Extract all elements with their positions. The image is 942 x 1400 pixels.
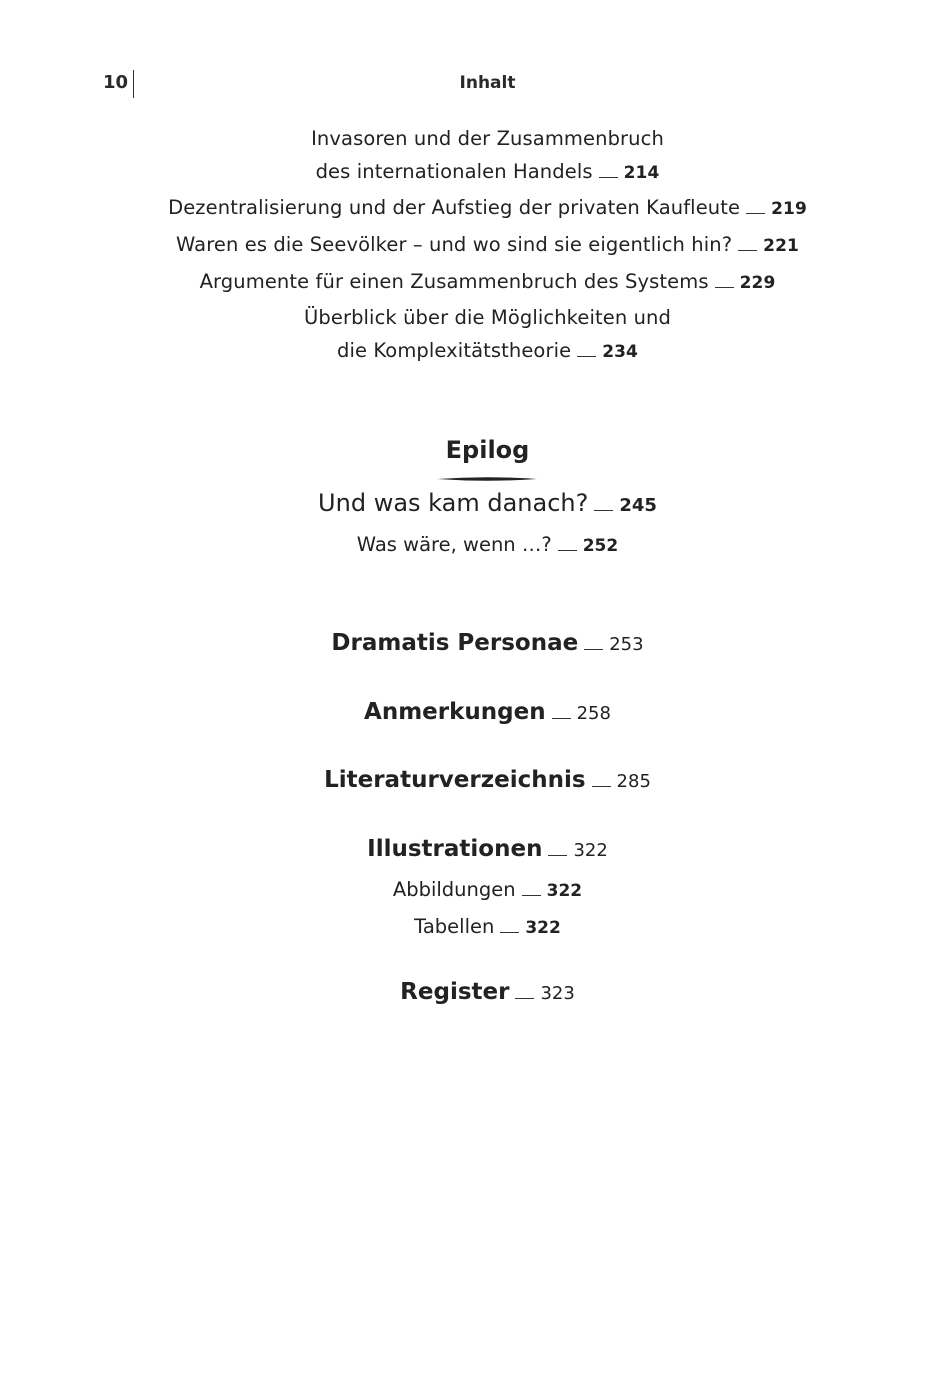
leader-dash xyxy=(715,287,734,289)
toc-page-number: 322 xyxy=(546,881,583,901)
section-heading-epilog: Epilog xyxy=(445,436,530,464)
toc-entry-label: Illustrationen xyxy=(367,836,543,862)
toc-entry-anmerkungen xyxy=(0,699,942,725)
toc-entry-5: Überblick über die Möglichkeiten und die Komplexitätstheorie 234 xyxy=(0,301,942,369)
toc-entry-label: Dramatis Personae xyxy=(331,630,579,656)
leader-dash xyxy=(599,177,618,179)
toc-entry-label: Abbildungen xyxy=(392,878,516,901)
toc-entry-label: Und was kam danach? xyxy=(318,489,589,517)
leader-dash xyxy=(738,250,757,252)
leader-dash xyxy=(552,718,571,720)
toc-page-number: 322 xyxy=(573,840,608,861)
toc-entry-line: des internationalen Handels 214 xyxy=(315,160,660,183)
toc-subentry-tabellen xyxy=(0,915,942,938)
toc-subentry-abbildungen xyxy=(0,878,942,901)
toc-entry-label: Register xyxy=(400,979,510,1005)
toc-entry-label: Dezentralisierung und der Aufstieg der privaten Kaufleute xyxy=(168,196,741,219)
epilog-sub-entry xyxy=(0,533,942,556)
toc-page-number: 245 xyxy=(619,495,657,516)
toc-entry-3 xyxy=(0,228,942,263)
toc-entry-label: Was wäre, wenn …? xyxy=(356,533,552,556)
leader-dash xyxy=(548,855,567,857)
toc-entry-label: Literaturverzeichnis xyxy=(324,767,586,793)
toc-page-number: 214 xyxy=(623,163,660,183)
toc-page-number: 322 xyxy=(525,918,561,938)
toc-entry-label: Tabellen xyxy=(414,915,495,938)
leader-dash xyxy=(584,649,603,651)
toc-entry-label: Argumente für einen Zusammenbruch des Systems xyxy=(199,270,709,293)
leader-dash xyxy=(594,510,613,512)
toc-entry-line: Überblick über die Möglichkeiten und xyxy=(304,306,671,329)
epilog-main-entry xyxy=(0,489,942,517)
leader-dash xyxy=(746,213,765,215)
page-header xyxy=(0,70,942,100)
leader-dash xyxy=(592,786,611,788)
leader-dash xyxy=(515,998,534,1000)
toc-page-number: 221 xyxy=(763,236,799,256)
leader-dash xyxy=(558,550,577,552)
leader-dash xyxy=(522,895,541,897)
toc-entry-2 xyxy=(0,191,942,226)
page-number: 10 xyxy=(103,72,129,93)
toc-page-number: 219 xyxy=(771,199,807,219)
toc-page-number: 229 xyxy=(739,273,776,293)
toc-entry-4 xyxy=(0,265,942,300)
toc-page-number: 285 xyxy=(616,771,651,792)
toc-page-number: 323 xyxy=(540,983,575,1004)
leader-dash xyxy=(577,356,596,358)
ornament-rule xyxy=(437,476,537,482)
toc-page-number: 234 xyxy=(602,342,638,362)
toc-page-number: 258 xyxy=(576,703,611,724)
toc-entry-literaturverzeichnis xyxy=(0,767,942,793)
toc-entry-register xyxy=(0,979,942,1005)
toc-entry-1 xyxy=(0,122,942,190)
running-title: Inhalt xyxy=(459,73,516,93)
toc-entry-line: Invasoren und der Zusammenbruch xyxy=(311,127,664,150)
leader-dash xyxy=(500,932,519,934)
toc-entry-illustrationen xyxy=(0,836,942,862)
toc-entry-label: Anmerkungen xyxy=(364,699,546,725)
toc-page-number: 253 xyxy=(609,634,644,655)
toc-page-number: 252 xyxy=(582,536,619,556)
toc-entry-dramatis-personae xyxy=(0,630,942,656)
toc-entry-label: Waren es die Seevölker – und wo sind sie eigentlich hin? xyxy=(176,233,733,256)
